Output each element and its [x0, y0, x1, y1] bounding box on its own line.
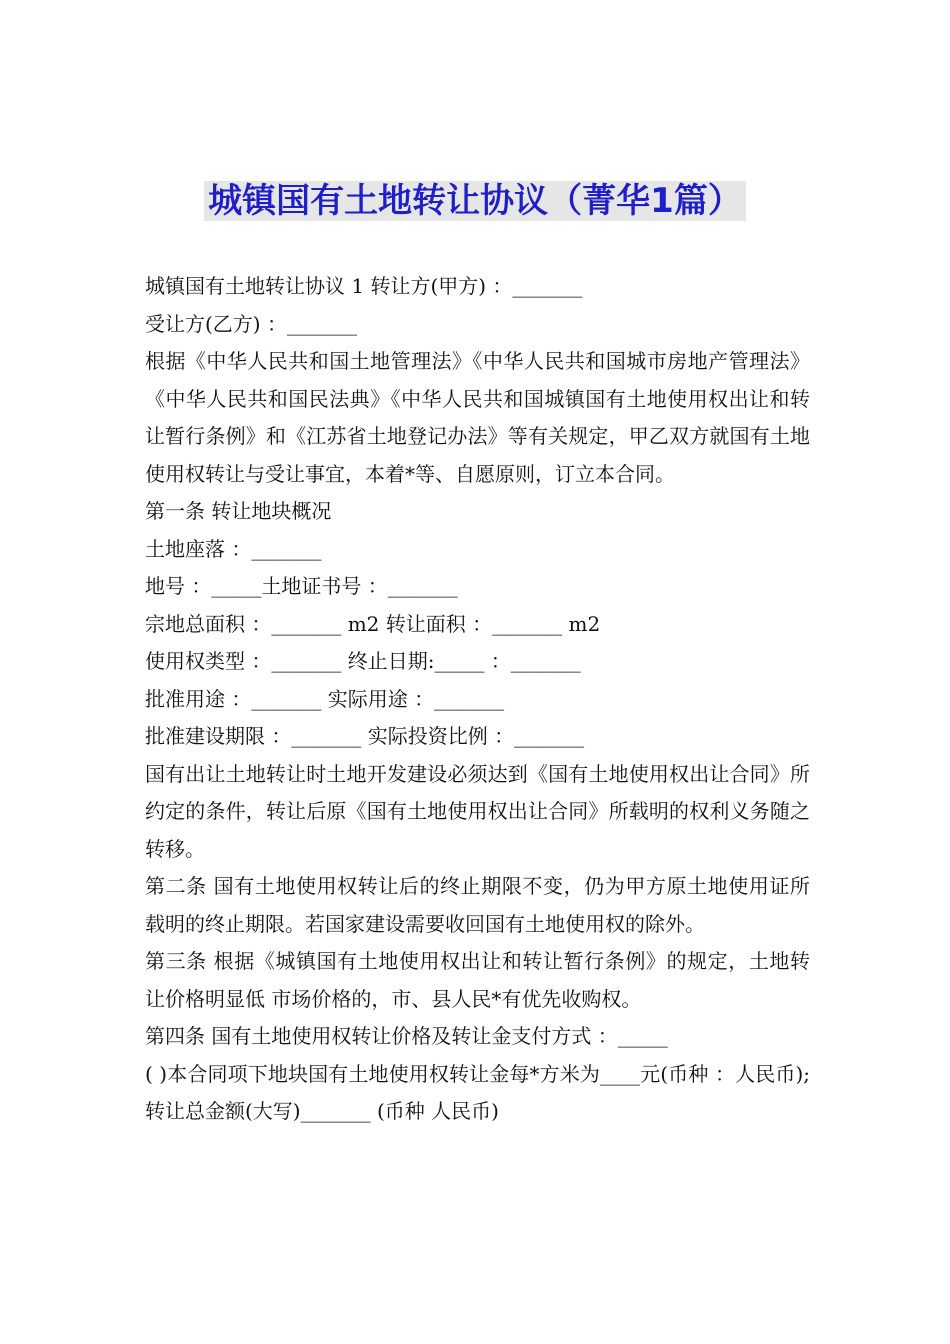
document-body — [145, 268, 810, 1131]
document-title-text: 城镇国有土地转让协议（菁华1篇） — [204, 181, 746, 221]
construction-period-field: 批准建设期限 ：_______ 实际投资比例 ：_______ — [145, 724, 585, 748]
document-title — [0, 176, 950, 226]
transferee-line: 受让方(乙方) ：_______ — [145, 311, 357, 336]
article-1-heading: 第一条 转让地块概况 — [145, 499, 332, 523]
area-field: 宗地总面积 ：_______ m2 转让面积 ：_______ m2 — [145, 611, 601, 636]
article-2-paragraph: 第二条 国有土地使用权转让后的终止期限不变，仍为甲方原土地使用证所载明的终止期限。若国家建设需要收回国有土地使用权的除外。 — [145, 874, 810, 936]
land-location-field: 土地座落 ：_______ — [145, 536, 322, 561]
right-type-field: 使用权类型 ：_______ 终止日期:_____ ：_______ — [145, 649, 581, 673]
transfer-price-paragraph: ( )本合同项下地块国有土地使用权转让金每*方米为____元(币种 ：人民币);转让总金额(大写)_______ (币种 人民币) — [145, 1061, 810, 1123]
article-3-paragraph: 第三条 根据《城镇国有土地使用权出让和转让暂行条例》的规定，土地转让价格明显低 市场价格的，市、县人民*有优先收购权。 — [145, 949, 810, 1011]
transferor-line: 城镇国有土地转让协议 1 转让方(甲方) ：_______ — [145, 274, 583, 298]
usage-field: 批准用途 ：_______ 实际用途 ：_______ — [145, 686, 505, 711]
development-condition-paragraph: 国有出让土地转让时土地开发建设必须达到《国有土地使用权出让合同》所约定的条件，转让后原《国有土地使用权出让合同》所载明的权利义务随之转移。 — [145, 761, 810, 861]
article-4-heading: 第四条 国有土地使用权转让价格及转让金支付方式 ：_____ — [145, 1024, 668, 1048]
parcel-number-field: 地号 ：_____土地证书号 ：_______ — [145, 574, 458, 598]
legal-basis-paragraph: 根据《中华人民共和国土地管理法》《中华人民共和国城市房地产管理法》《中华人民共和国民法典》《中华人民共和国城镇国有土地使用权出让和转让暂行条例》和《江苏省土地登记办法》等有关规定，甲乙双方就国有土地使用权转让与受让事宜，本着*等、自愿原则，订立本合同。 — [145, 349, 810, 486]
